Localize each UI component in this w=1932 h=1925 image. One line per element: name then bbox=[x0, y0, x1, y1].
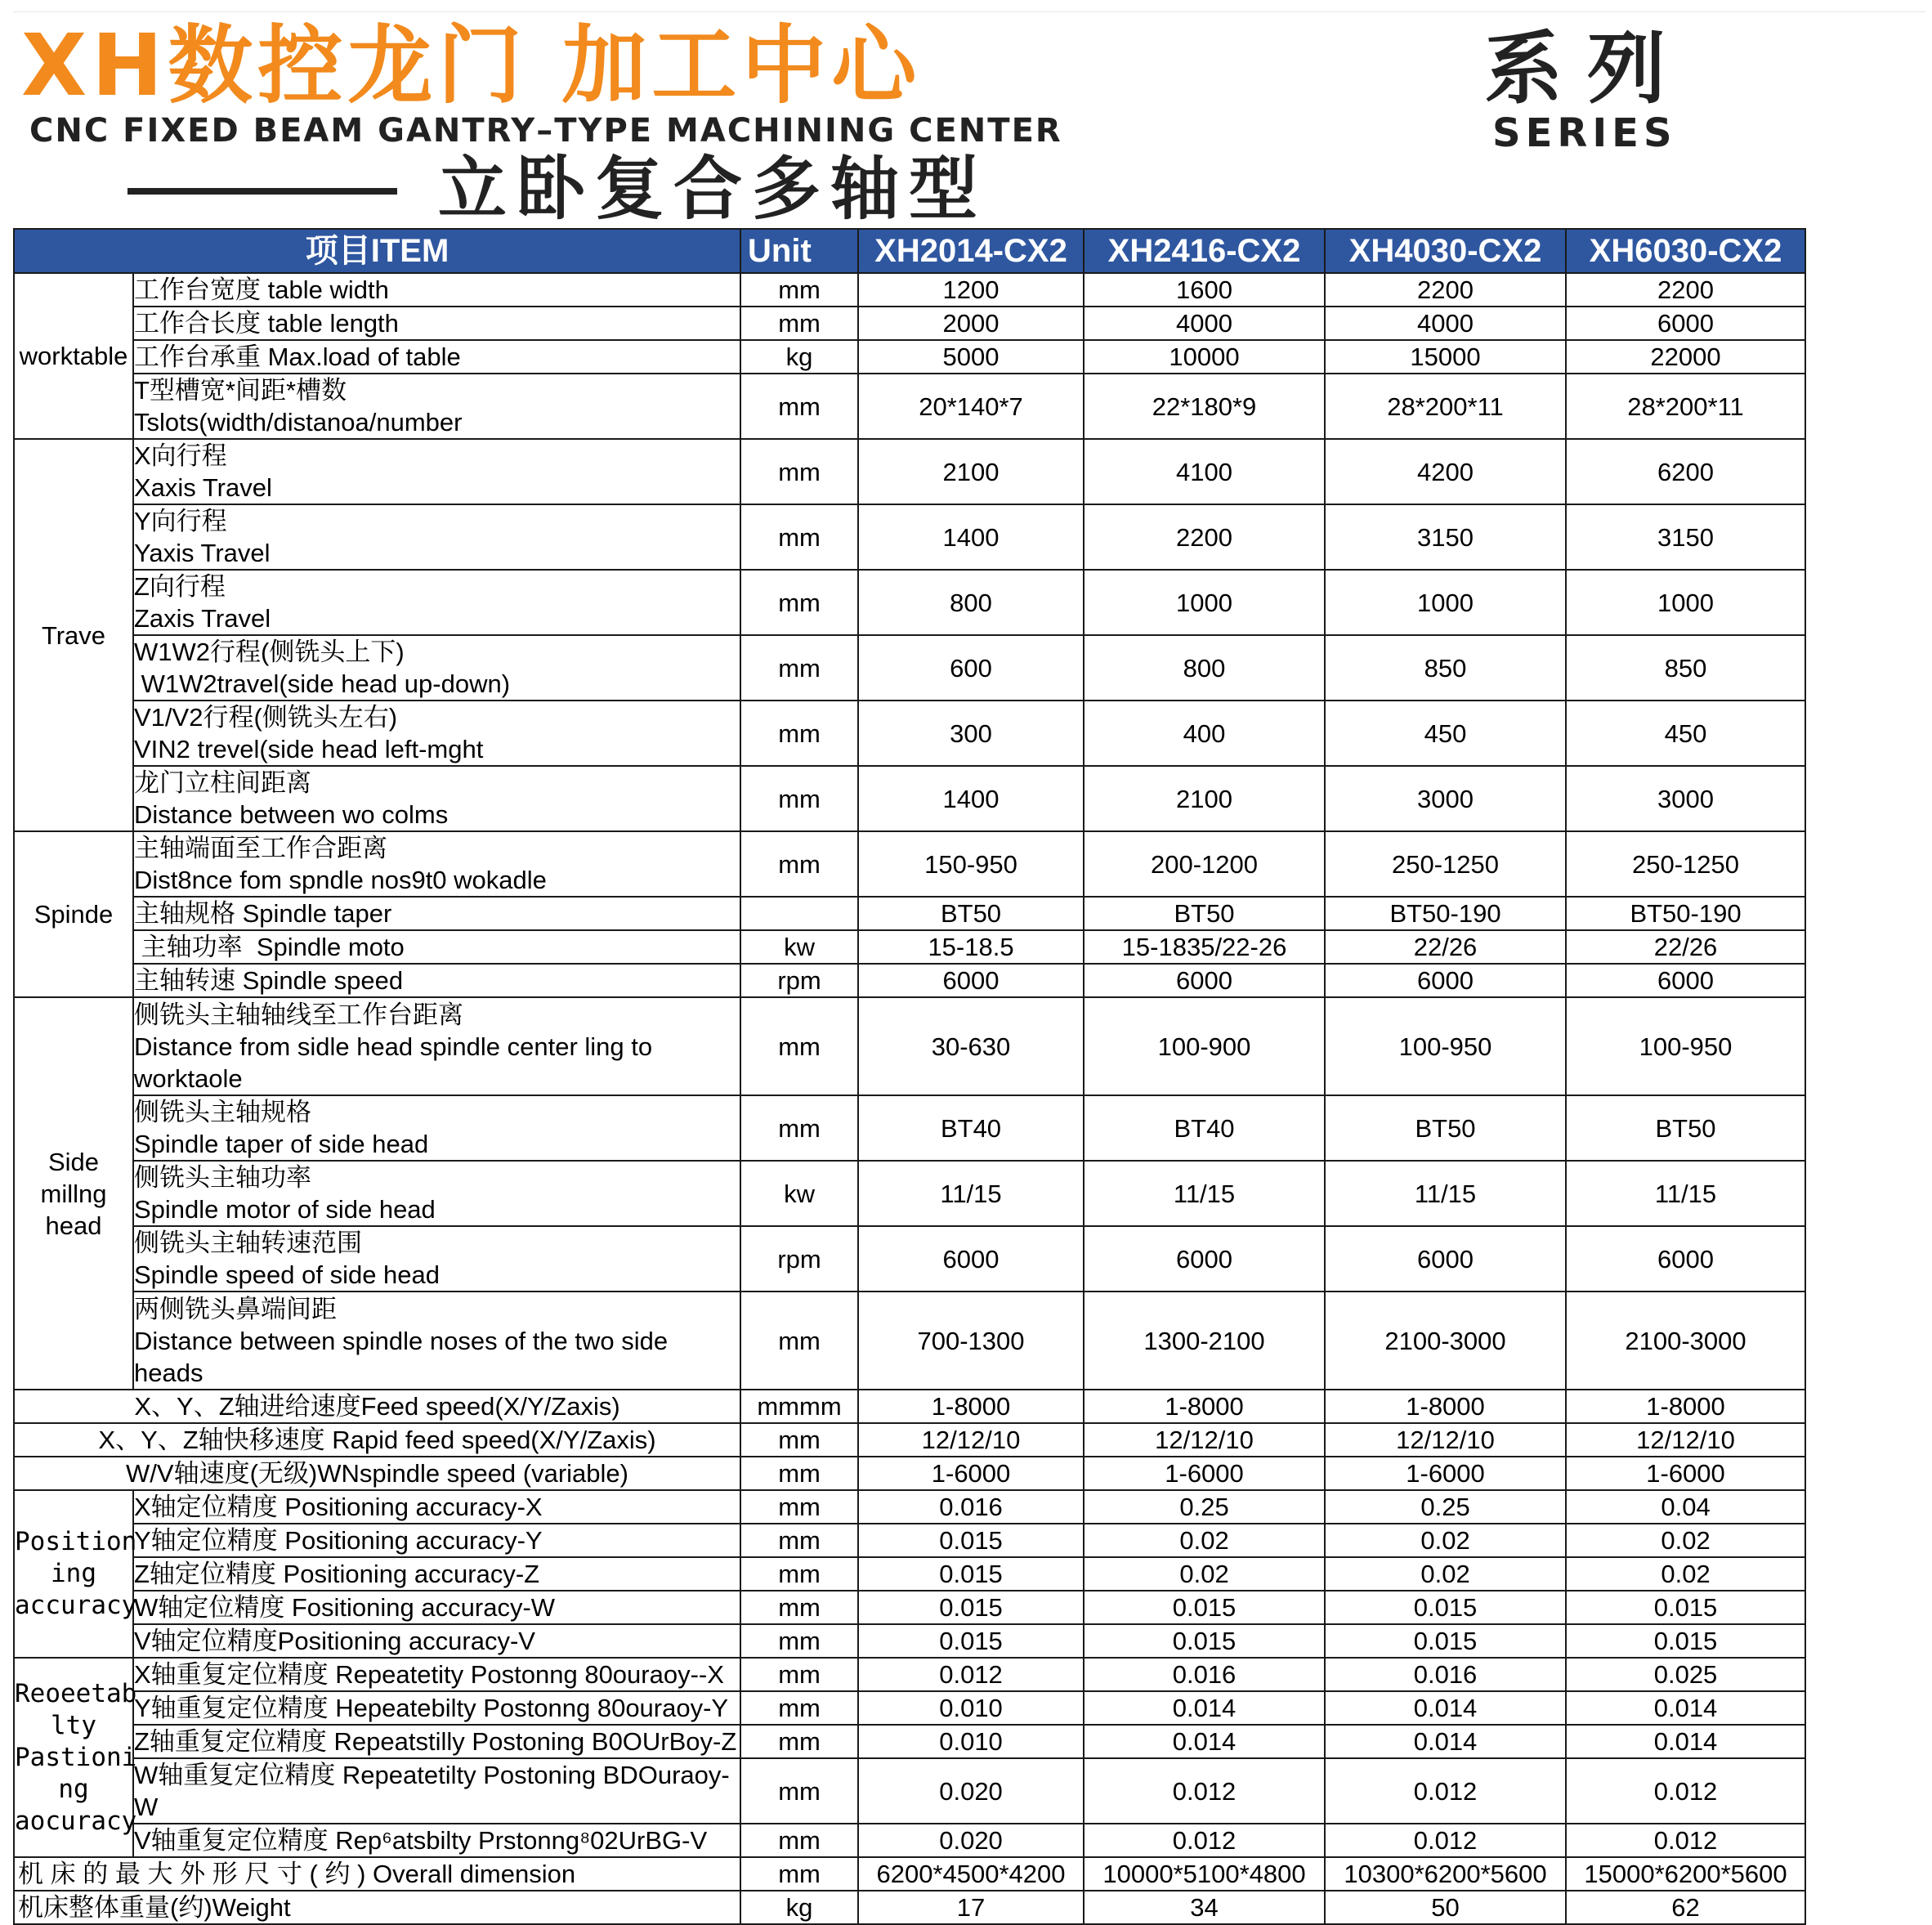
row-value: 6000 bbox=[858, 964, 1084, 997]
row-value: 6000 bbox=[1566, 307, 1805, 340]
row-value: 0.015 bbox=[1566, 1624, 1805, 1658]
row-unit: mm bbox=[740, 701, 858, 766]
row-unit: mm bbox=[740, 374, 858, 439]
row-value: 6000 bbox=[1325, 1226, 1566, 1292]
row-value: 0.25 bbox=[1084, 1490, 1325, 1524]
row-value: 3150 bbox=[1325, 504, 1566, 570]
group-spindle: Spinde bbox=[14, 831, 133, 997]
row-value: 15000 bbox=[1325, 340, 1566, 374]
row-item: X、Y、Z轴快移速度 Rapid feed speed(X/Y/Zaxis) bbox=[14, 1423, 740, 1457]
row-value: 1-6000 bbox=[1325, 1457, 1566, 1490]
row-unit: mm bbox=[740, 1691, 858, 1725]
table-row bbox=[14, 1658, 1805, 1691]
row-unit: mm bbox=[740, 635, 858, 701]
row-item: 工作合长度 table length bbox=[133, 307, 740, 340]
row-value: 1000 bbox=[1084, 570, 1325, 635]
row-item: X向行程 Xaxis Travel bbox=[133, 439, 740, 504]
row-unit: mm bbox=[740, 1490, 858, 1524]
banner-subtitle: 立卧复合多轴型 bbox=[438, 149, 988, 229]
table-row bbox=[14, 1524, 1805, 1557]
row-value: 15-1835/22-26 bbox=[1084, 930, 1325, 964]
table-row bbox=[14, 897, 1805, 930]
row-value: 0.015 bbox=[1084, 1591, 1325, 1624]
row-item: 侧铣头主轴转速范围 Spindle speed of side head bbox=[133, 1226, 740, 1292]
row-value: BT50-190 bbox=[1566, 897, 1805, 930]
row-value: 10000 bbox=[1084, 340, 1325, 374]
row-value: 6000 bbox=[858, 1226, 1084, 1292]
row-value: 0.014 bbox=[1566, 1725, 1805, 1758]
row-value: 600 bbox=[858, 635, 1084, 701]
row-value: 22/26 bbox=[1325, 930, 1566, 964]
row-value: 0.014 bbox=[1566, 1691, 1805, 1725]
row-item: V轴重复定位精度 Rep⁶atsbilty Prstonng⁸02UrBG-V bbox=[133, 1824, 740, 1857]
table-row bbox=[14, 1691, 1805, 1725]
row-value: 800 bbox=[858, 570, 1084, 635]
banner-title-en: CNC FIXED BEAM GANTRY–TYPE MACHINING CENTER bbox=[29, 112, 1062, 150]
row-value: 3150 bbox=[1566, 504, 1805, 570]
row-value: 11/15 bbox=[1325, 1161, 1566, 1226]
row-value: 0.020 bbox=[858, 1824, 1084, 1857]
row-value: 0.015 bbox=[1566, 1591, 1805, 1624]
row-item: Y轴重复定位精度 Hepeatebilty Postonng 80ouraoy-Y bbox=[133, 1691, 740, 1725]
row-value: 4000 bbox=[1325, 307, 1566, 340]
row-value: 0.015 bbox=[1325, 1591, 1566, 1624]
row-unit: mm bbox=[740, 273, 858, 307]
row-value: 12/12/10 bbox=[1566, 1423, 1805, 1457]
row-unit: mm bbox=[740, 1457, 858, 1490]
row-value: 0.016 bbox=[1325, 1658, 1566, 1691]
row-value: 0.014 bbox=[1325, 1725, 1566, 1758]
group-worktable: worktable bbox=[14, 273, 133, 439]
table-row bbox=[14, 273, 1805, 307]
row-value: 450 bbox=[1566, 701, 1805, 766]
row-value: 1400 bbox=[858, 504, 1084, 570]
table-row bbox=[14, 1725, 1805, 1758]
row-value: 0.012 bbox=[1084, 1758, 1325, 1824]
row-value: 15000*6200*5600 bbox=[1566, 1857, 1805, 1891]
row-value: 6000 bbox=[1084, 1226, 1325, 1292]
table-row bbox=[14, 439, 1805, 504]
table-row bbox=[14, 831, 1805, 897]
row-value: 6200*4500*4200 bbox=[858, 1857, 1084, 1891]
row-value: 250-1250 bbox=[1325, 831, 1566, 897]
row-item: 主轴端面至工作合距离 Dist8nce fom spndle nos9t0 wokadle bbox=[133, 831, 740, 897]
row-value: 0.02 bbox=[1325, 1557, 1566, 1591]
row-unit: mm bbox=[740, 831, 858, 897]
table-row bbox=[14, 1226, 1805, 1292]
row-value: 6000 bbox=[1566, 964, 1805, 997]
row-value: 0.012 bbox=[858, 1658, 1084, 1691]
row-value: 0.016 bbox=[1084, 1658, 1325, 1691]
header-model: XH2416-CX2 bbox=[1084, 229, 1325, 273]
row-unit: mm bbox=[740, 307, 858, 340]
header-model: XH6030-CX2 bbox=[1566, 229, 1805, 273]
table-row bbox=[14, 1591, 1805, 1624]
row-value: 2100 bbox=[858, 439, 1084, 504]
row-value: 6200 bbox=[1566, 439, 1805, 504]
row-item: 龙门立柱间距离 Distance between wo colms bbox=[133, 766, 740, 831]
row-value: 5000 bbox=[858, 340, 1084, 374]
row-unit: mm bbox=[740, 766, 858, 831]
row-item: 两侧铣头鼻端间距 Distance between spindle noses of the two side heads bbox=[133, 1292, 740, 1390]
row-value: 10300*6200*5600 bbox=[1325, 1857, 1566, 1891]
row-value: BT50 bbox=[858, 897, 1084, 930]
table-row bbox=[14, 340, 1805, 374]
row-value: 0.02 bbox=[1325, 1524, 1566, 1557]
row-item: 侧铣头主轴规格 Spindle taper of side head bbox=[133, 1095, 740, 1161]
row-value: 850 bbox=[1325, 635, 1566, 701]
row-value: 62 bbox=[1566, 1891, 1805, 1924]
row-value: 0.015 bbox=[858, 1557, 1084, 1591]
row-unit: mm bbox=[740, 1095, 858, 1161]
row-unit: rpm bbox=[740, 1226, 858, 1292]
row-value: 0.014 bbox=[1325, 1691, 1566, 1725]
row-value: BT50 bbox=[1566, 1095, 1805, 1161]
table-row bbox=[14, 930, 1805, 964]
table-row bbox=[14, 1758, 1805, 1824]
row-value: 6000 bbox=[1084, 964, 1325, 997]
row-unit: mm bbox=[740, 1824, 858, 1857]
row-unit: mm bbox=[740, 1725, 858, 1758]
row-value: 700-1300 bbox=[858, 1292, 1084, 1390]
row-value: 0.015 bbox=[858, 1591, 1084, 1624]
row-unit: mm bbox=[740, 1857, 858, 1891]
table-row bbox=[14, 701, 1805, 766]
row-value: 1-8000 bbox=[1566, 1390, 1805, 1423]
row-value: 34 bbox=[1084, 1891, 1325, 1924]
row-unit: kw bbox=[740, 1161, 858, 1226]
row-item: V轴定位精度Positioning accuracy-V bbox=[133, 1624, 740, 1658]
row-item: 侧铣头主轴轴线至工作台距离 Distance from sidle head spindle center ling to worktaole bbox=[133, 997, 740, 1095]
row-value: BT40 bbox=[1084, 1095, 1325, 1161]
row-unit: mm bbox=[740, 1292, 858, 1390]
row-value: 2100 bbox=[1084, 766, 1325, 831]
group-repeatability: Reoeetab lty Pastioni ng aocuracy bbox=[14, 1658, 133, 1857]
row-value: 3000 bbox=[1325, 766, 1566, 831]
row-value: 200-1200 bbox=[1084, 831, 1325, 897]
row-item: W1W2行程(侧铣头上下) W1W2travel(side head up-down) bbox=[133, 635, 740, 701]
row-value: 11/15 bbox=[858, 1161, 1084, 1226]
header-model: XH4030-CX2 bbox=[1325, 229, 1566, 273]
table-header-row bbox=[14, 229, 1805, 273]
row-value: 0.010 bbox=[858, 1725, 1084, 1758]
table-row bbox=[14, 1457, 1805, 1490]
table-row bbox=[14, 1095, 1805, 1161]
row-value: 6000 bbox=[1325, 964, 1566, 997]
row-value: 0.015 bbox=[1084, 1624, 1325, 1658]
row-value: 1600 bbox=[1084, 273, 1325, 307]
row-value: 1-6000 bbox=[1084, 1457, 1325, 1490]
row-value: 12/12/10 bbox=[1084, 1423, 1325, 1457]
row-value: 2200 bbox=[1325, 273, 1566, 307]
row-value: 0.016 bbox=[858, 1490, 1084, 1524]
banner-title-cn: XH数控龙门 加工中心 bbox=[21, 16, 922, 115]
row-value: 0.02 bbox=[1566, 1524, 1805, 1557]
row-unit: mm bbox=[740, 997, 858, 1095]
row-unit: mm bbox=[740, 1423, 858, 1457]
table-row bbox=[14, 1161, 1805, 1226]
row-value: 300 bbox=[858, 701, 1084, 766]
row-value: 15-18.5 bbox=[858, 930, 1084, 964]
row-value: 12/12/10 bbox=[858, 1423, 1084, 1457]
row-unit: mm bbox=[740, 439, 858, 504]
row-value: 12/12/10 bbox=[1325, 1423, 1566, 1457]
row-value: 2200 bbox=[1566, 273, 1805, 307]
row-value: 150-950 bbox=[858, 831, 1084, 897]
table-row bbox=[14, 1557, 1805, 1591]
row-value: 0.04 bbox=[1566, 1490, 1805, 1524]
header-unit: Unit bbox=[740, 229, 858, 273]
row-item: T型槽宽*间距*槽数 Tslots(width/distanoa/number bbox=[133, 374, 740, 439]
table-row bbox=[14, 570, 1805, 635]
row-unit: mm bbox=[740, 504, 858, 570]
table-row bbox=[14, 374, 1805, 439]
row-unit: mmmm bbox=[740, 1390, 858, 1423]
row-unit: mm bbox=[740, 1758, 858, 1824]
row-item: Z向行程 Zaxis Travel bbox=[133, 570, 740, 635]
row-value: 1000 bbox=[1325, 570, 1566, 635]
row-item: Y向行程 Yaxis Travel bbox=[133, 504, 740, 570]
header-banner bbox=[13, 11, 1925, 229]
header-model: XH2014-CX2 bbox=[858, 229, 1084, 273]
table-row bbox=[14, 964, 1805, 997]
row-unit bbox=[740, 897, 858, 930]
row-value: 28*200*11 bbox=[1566, 374, 1805, 439]
row-value: 22000 bbox=[1566, 340, 1805, 374]
group-trave: Trave bbox=[14, 439, 133, 831]
row-value: 2100-3000 bbox=[1325, 1292, 1566, 1390]
row-value: 450 bbox=[1325, 701, 1566, 766]
table-row bbox=[14, 1490, 1805, 1524]
row-value: 1400 bbox=[858, 766, 1084, 831]
table-row bbox=[14, 307, 1805, 340]
row-value: 0.015 bbox=[1325, 1624, 1566, 1658]
row-value: 1-8000 bbox=[858, 1390, 1084, 1423]
row-value: 1-6000 bbox=[858, 1457, 1084, 1490]
row-value: 0.015 bbox=[858, 1524, 1084, 1557]
row-item: X、Y、Z轴进给速度Feed speed(X/Y/Zaxis) bbox=[14, 1390, 740, 1423]
row-value: 0.025 bbox=[1566, 1658, 1805, 1691]
row-value: 0.25 bbox=[1325, 1490, 1566, 1524]
group-positioning-accuracy: Position ing accuracy bbox=[14, 1490, 133, 1658]
banner-dash-line bbox=[127, 188, 397, 195]
row-value: 100-950 bbox=[1566, 997, 1805, 1095]
row-value: 0.02 bbox=[1566, 1557, 1805, 1591]
table-row bbox=[14, 1390, 1805, 1423]
row-value: BT50 bbox=[1084, 897, 1325, 930]
table-row bbox=[14, 1891, 1805, 1924]
row-value: 11/15 bbox=[1084, 1161, 1325, 1226]
row-item: 侧铣头主轴功率 Spindle motor of side head bbox=[133, 1161, 740, 1226]
row-value: 850 bbox=[1566, 635, 1805, 701]
row-value: 400 bbox=[1084, 701, 1325, 766]
row-value: 1300-2100 bbox=[1084, 1292, 1325, 1390]
row-value: 2000 bbox=[858, 307, 1084, 340]
row-value: 0.02 bbox=[1084, 1557, 1325, 1591]
row-item: Z轴定位精度 Positioning accuracy-Z bbox=[133, 1557, 740, 1591]
row-unit: mm bbox=[740, 1557, 858, 1591]
row-item: W/V轴速度(无级)WNspindle speed (variable) bbox=[14, 1457, 740, 1490]
row-value: 100-900 bbox=[1084, 997, 1325, 1095]
row-unit: rpm bbox=[740, 964, 858, 997]
row-item: W轴定位精度 Fositioning accuracy-W bbox=[133, 1591, 740, 1624]
row-value: 30-630 bbox=[858, 997, 1084, 1095]
row-value: 10000*5100*4800 bbox=[1084, 1857, 1325, 1891]
row-value: 2100-3000 bbox=[1566, 1292, 1805, 1390]
row-value: 11/15 bbox=[1566, 1161, 1805, 1226]
header-item: 项目ITEM bbox=[14, 229, 740, 273]
row-item: Z轴重复定位精度 Repeatstilly Postoning B0OUrBoy-Z bbox=[133, 1725, 740, 1758]
table-row bbox=[14, 1423, 1805, 1457]
row-value: 250-1250 bbox=[1566, 831, 1805, 897]
row-item: Y轴定位精度 Positioning accuracy-Y bbox=[133, 1524, 740, 1557]
row-value: 22*180*9 bbox=[1084, 374, 1325, 439]
row-item: 工作台宽度 table width bbox=[133, 273, 740, 307]
table-row bbox=[14, 997, 1805, 1095]
row-value: 1200 bbox=[858, 273, 1084, 307]
row-unit: kg bbox=[740, 340, 858, 374]
row-item: X轴重复定位精度 Repeatetity Postonng 80ouraoy--X bbox=[133, 1658, 740, 1691]
row-value: 800 bbox=[1084, 635, 1325, 701]
row-unit: mm bbox=[740, 1591, 858, 1624]
row-value: 6000 bbox=[1566, 1226, 1805, 1292]
row-value: BT50-190 bbox=[1325, 897, 1566, 930]
row-value: 0.012 bbox=[1566, 1824, 1805, 1857]
row-value: 1-6000 bbox=[1566, 1457, 1805, 1490]
row-item: V1/V2行程(侧铣头左右) VIN2 trevel(side head left-mght bbox=[133, 701, 740, 766]
table-row bbox=[14, 1624, 1805, 1658]
row-value: 2200 bbox=[1084, 504, 1325, 570]
row-item: 机 床 的 最 大 外 形 尺 寸 ( 约 ) Overall dimension bbox=[14, 1857, 740, 1891]
row-value: 50 bbox=[1325, 1891, 1566, 1924]
row-value: 0.020 bbox=[858, 1758, 1084, 1824]
row-value: 1-8000 bbox=[1325, 1390, 1566, 1423]
table-row bbox=[14, 504, 1805, 570]
row-value: 100-950 bbox=[1325, 997, 1566, 1095]
table-row bbox=[14, 766, 1805, 831]
row-value: 0.014 bbox=[1084, 1725, 1325, 1758]
row-value: 4100 bbox=[1084, 439, 1325, 504]
row-unit: mm bbox=[740, 1624, 858, 1658]
row-value: 3000 bbox=[1566, 766, 1805, 831]
row-value: 0.02 bbox=[1084, 1524, 1325, 1557]
row-value: 17 bbox=[858, 1891, 1084, 1924]
row-value: 0.012 bbox=[1325, 1824, 1566, 1857]
row-unit: kg bbox=[740, 1891, 858, 1924]
row-value: 4000 bbox=[1084, 307, 1325, 340]
row-value: BT50 bbox=[1325, 1095, 1566, 1161]
row-item: 主轴转速 Spindle speed bbox=[133, 964, 740, 997]
row-unit: mm bbox=[740, 1658, 858, 1691]
spec-table bbox=[13, 228, 1806, 1925]
banner-series-cn: 系列 bbox=[1484, 23, 1690, 114]
row-unit: mm bbox=[740, 570, 858, 635]
table-row bbox=[14, 1857, 1805, 1891]
row-value: 0.015 bbox=[858, 1624, 1084, 1658]
banner-series-en: SERIES bbox=[1492, 110, 1677, 156]
row-item: 主轴规格 Spindle taper bbox=[133, 897, 740, 930]
row-value: 0.014 bbox=[1084, 1691, 1325, 1725]
row-value: 0.010 bbox=[858, 1691, 1084, 1725]
row-item: X轴定位精度 Positioning accuracy-X bbox=[133, 1490, 740, 1524]
row-value: 20*140*7 bbox=[858, 374, 1084, 439]
row-value: 1000 bbox=[1566, 570, 1805, 635]
row-value: 1-8000 bbox=[1084, 1390, 1325, 1423]
group-side-milling-head: Side millng head bbox=[14, 997, 133, 1390]
row-unit: kw bbox=[740, 930, 858, 964]
row-value: 0.012 bbox=[1325, 1758, 1566, 1824]
row-value: 0.012 bbox=[1566, 1758, 1805, 1824]
table-row bbox=[14, 1824, 1805, 1857]
row-value: 4200 bbox=[1325, 439, 1566, 504]
row-value: 28*200*11 bbox=[1325, 374, 1566, 439]
row-item: 工作台承重 Max.load of table bbox=[133, 340, 740, 374]
table-row bbox=[14, 1292, 1805, 1390]
row-value: BT40 bbox=[858, 1095, 1084, 1161]
row-unit: mm bbox=[740, 1524, 858, 1557]
row-value: 0.012 bbox=[1084, 1824, 1325, 1857]
row-item: W轴重复定位精度 Repeatetilty Postoning BDOuraoy-W bbox=[133, 1758, 740, 1824]
row-item: 机床整体重量(约)Weight bbox=[14, 1891, 740, 1924]
row-item: 主轴功率 Spindle moto bbox=[133, 930, 740, 964]
row-value: 22/26 bbox=[1566, 930, 1805, 964]
table-row bbox=[14, 635, 1805, 701]
